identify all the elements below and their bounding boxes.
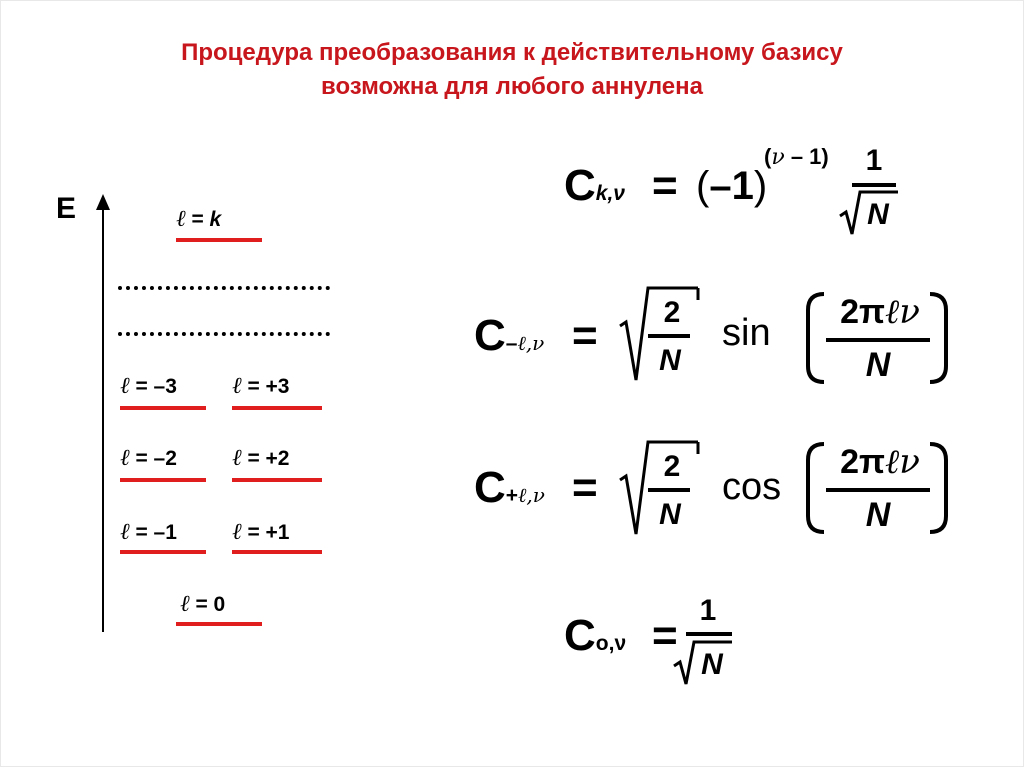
level-label-plus-1: ℓ = +1 — [232, 519, 290, 545]
level-label-zero: ℓ = 0 — [180, 591, 226, 617]
formula-c-minus-arg-num: 2πℓν — [840, 292, 920, 332]
level-label-plus-2: ℓ = +2 — [232, 445, 290, 471]
formula-ck-base: (–1) — [696, 164, 768, 208]
formula-c-minus-lhs: C–ℓ,ν — [474, 311, 545, 360]
formula-c-minus-arg-den: N — [865, 346, 891, 384]
formula-c-zero-lhs: Co,ν — [564, 611, 627, 660]
formula-c-minus-equals: = — [572, 311, 598, 360]
formula-c-plus-den: N — [659, 498, 681, 531]
formula-c-plus-arg-bar — [826, 488, 930, 492]
formula-c-plus-equals: = — [572, 463, 598, 512]
formula-c-plus-num: 2 — [663, 450, 681, 483]
formula-c-zero-denominator: N — [701, 648, 723, 681]
formula-c-plus-arg-num: 2πℓν — [840, 442, 920, 482]
level-bar-minus-1 — [120, 550, 206, 554]
level-bar-minus-2 — [120, 478, 206, 482]
formula-c-zero-fraction-bar — [686, 632, 732, 636]
dotted-level-separator — [118, 286, 330, 290]
level-bar-k — [176, 238, 262, 242]
formula-c-zero-numerator: 1 — [699, 594, 717, 627]
formula-c-minus-func: sin — [722, 312, 771, 354]
level-bar-zero — [176, 622, 262, 626]
formula-c-minus-fraction-bar — [648, 334, 690, 338]
level-bar-plus-2 — [232, 478, 322, 482]
formula-c-plus-lhs: C+ℓ,ν — [474, 463, 545, 512]
dotted-level-separator — [118, 332, 330, 336]
formula-ck-fraction-bar — [852, 183, 896, 187]
formula-c-minus-den: N — [659, 344, 681, 377]
level-bar-plus-3 — [232, 406, 322, 410]
energy-axis — [102, 206, 104, 632]
formula-ck-lhs: Ck,ν — [564, 161, 625, 210]
formula-c-zero-equals: = — [652, 611, 678, 660]
formula-ck-numerator: 1 — [865, 144, 883, 177]
formula-c-minus-num: 2 — [663, 296, 681, 329]
level-label-minus-3: ℓ = –3 — [120, 373, 177, 399]
formula-c-plus-arg-den: N — [865, 496, 891, 534]
formula-c-plus-func: cos — [722, 466, 782, 508]
level-label-plus-3: ℓ = +3 — [232, 373, 290, 399]
level-label-minus-2: ℓ = –2 — [120, 445, 177, 471]
formula-c-minus-arg-bar — [826, 338, 930, 342]
level-label-minus-1: ℓ = –1 — [120, 519, 177, 545]
formula-ck-equals: = — [652, 161, 678, 210]
formula-c-plus-fraction-bar — [648, 488, 690, 492]
level-bar-minus-3 — [120, 406, 206, 410]
formula-ck-denominator: N — [867, 198, 889, 231]
slide-title-line-2: возможна для любого аннулена — [321, 73, 703, 100]
slide-title-line-1: Процедура преобразования к действительному базису — [181, 39, 843, 66]
energy-axis-label: E — [56, 192, 77, 225]
level-bar-plus-1 — [232, 550, 322, 554]
formula-ck-exponent: (ν – 1) — [764, 144, 829, 170]
level-label-k: ℓ = k — [176, 206, 222, 232]
